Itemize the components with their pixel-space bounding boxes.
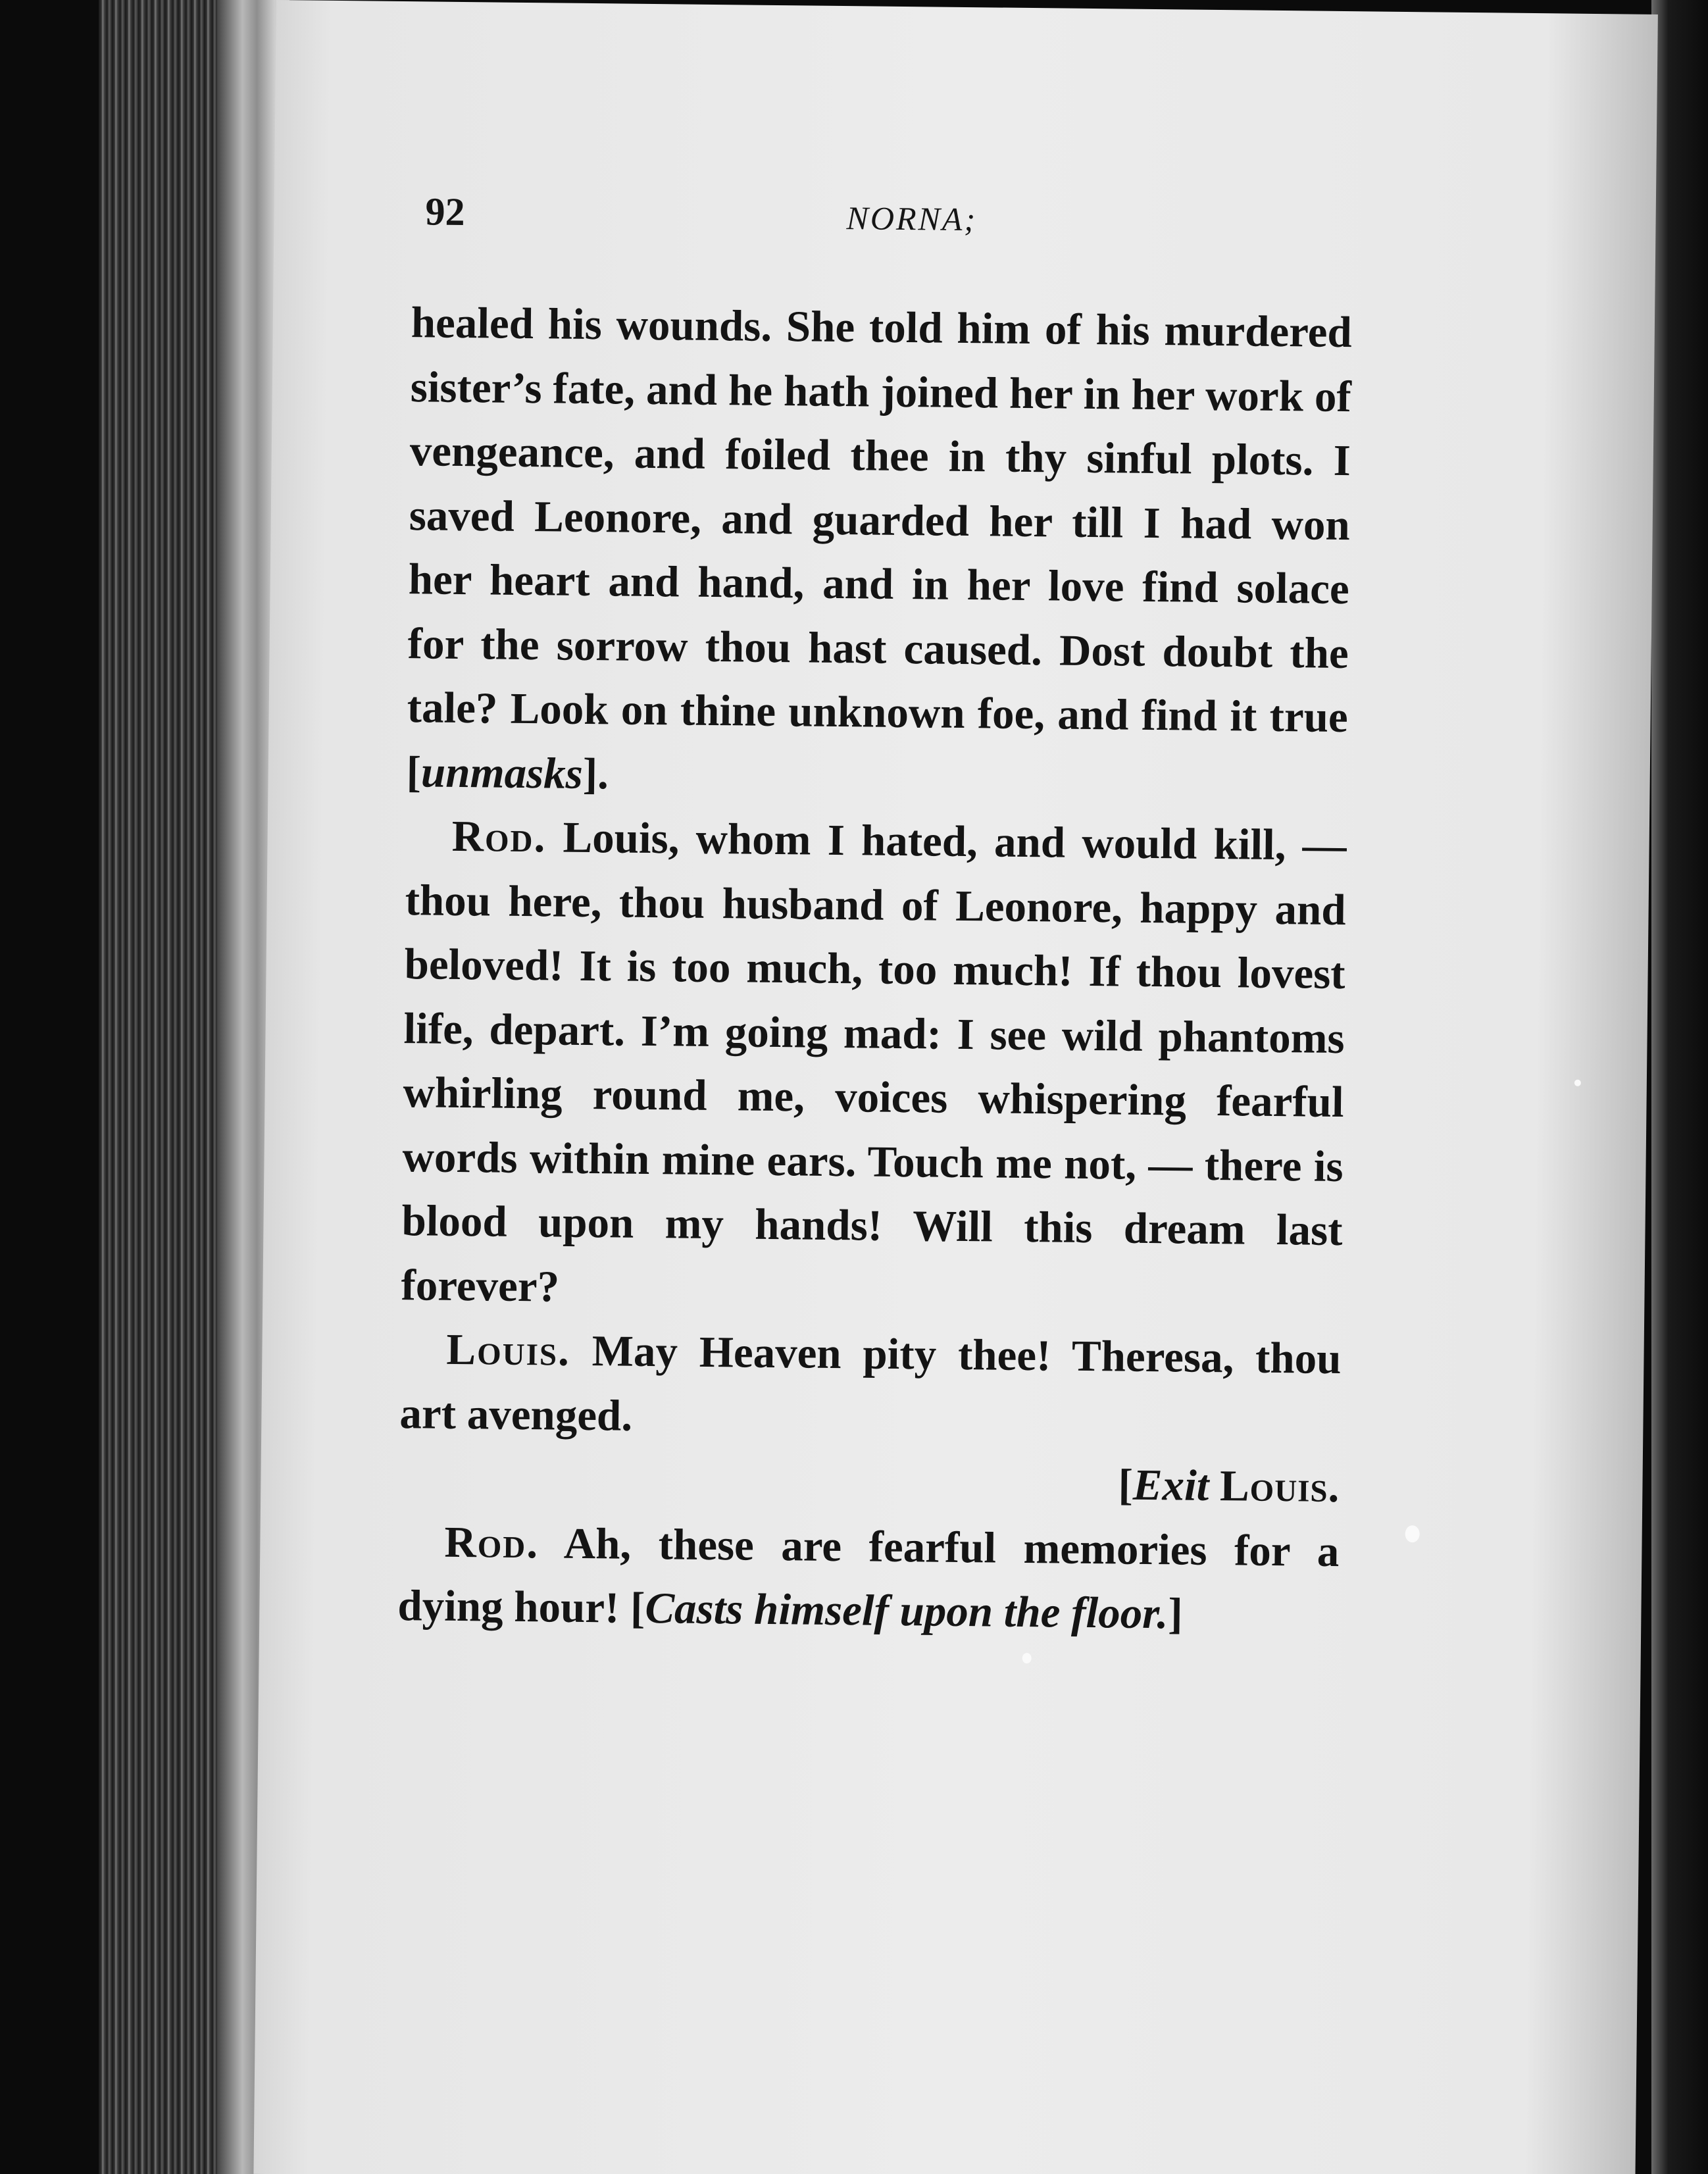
stage-direction-unmasks: unmasks: [420, 747, 584, 798]
paragraph-1: healed his wounds. She told him of his murdered sister’s fate, and he hath joined her in her work of vengeance, and foiled thee in thy sinful plots. I saved Leonore, and guarded her till I had won her heart and hand, and in her love find solace for the sorrow thou hast caused. Dost doubt the tale? Look on thine unknown foe, and find it true [unmasks].: [406, 298, 1353, 798]
paragraph-4-text: Ah, these are fearful memories for a dying hour!: [397, 1519, 1340, 1632]
paragraph-3: [399, 1317, 1342, 1455]
exit-direction: [Exit Louis.: [1118, 1460, 1340, 1512]
book-right-shadow: [1651, 0, 1708, 2174]
paper-speck: [1574, 1080, 1581, 1086]
paragraph-3-text: May Heaven pity thee! Theresa, thou art avenged.: [399, 1327, 1342, 1440]
speaker-rod-2: Rod.: [444, 1517, 540, 1567]
paragraph-1-text: healed his wounds. She told him of his murdered sister’s fate, and he hath joined her in her work of vengeance, and foiled thee in thy sinful plots. I saved Leonore, and guarded her till I had won her heart and hand, and in her love find solace for the sorrow thou hast caused. Dost doubt the tale? Look on thine unknown foe, and find it true: [407, 298, 1353, 742]
paper-speck: [1405, 1525, 1420, 1542]
page-sheet: [253, 0, 1657, 2174]
running-title: NORNA;: [846, 199, 978, 238]
text-block: [397, 291, 1352, 1648]
exit-word: Exit: [1132, 1460, 1209, 1510]
paper-speck: [1022, 1653, 1032, 1663]
paragraph-2-text: Louis, whom I hated, and would kill, — thou here, thou husband of Leonore, happy and beloved! It is too much, too much! If thou lovest life, depart. I’m going mad: I see wild phantoms whirling round me, voices whispering fearful words within mine ears. Touch me not, — there is blood upon my hands! Will this dream last forever?: [401, 813, 1347, 1311]
stage-direction-casts: Casts himself upon the floor.: [645, 1584, 1168, 1638]
page-number: 92: [425, 190, 465, 234]
speaker-louis: Louis.: [446, 1325, 571, 1375]
running-head: [425, 189, 1360, 251]
speaker-rod: Rod.: [451, 811, 547, 862]
paragraph-4: Rod. Ah, these are fearful memories for a dying hour! [Casts himself upon the floor.]: [397, 1517, 1340, 1638]
paragraph-2: [401, 804, 1347, 1327]
exit-name: Louis.: [1219, 1461, 1340, 1512]
